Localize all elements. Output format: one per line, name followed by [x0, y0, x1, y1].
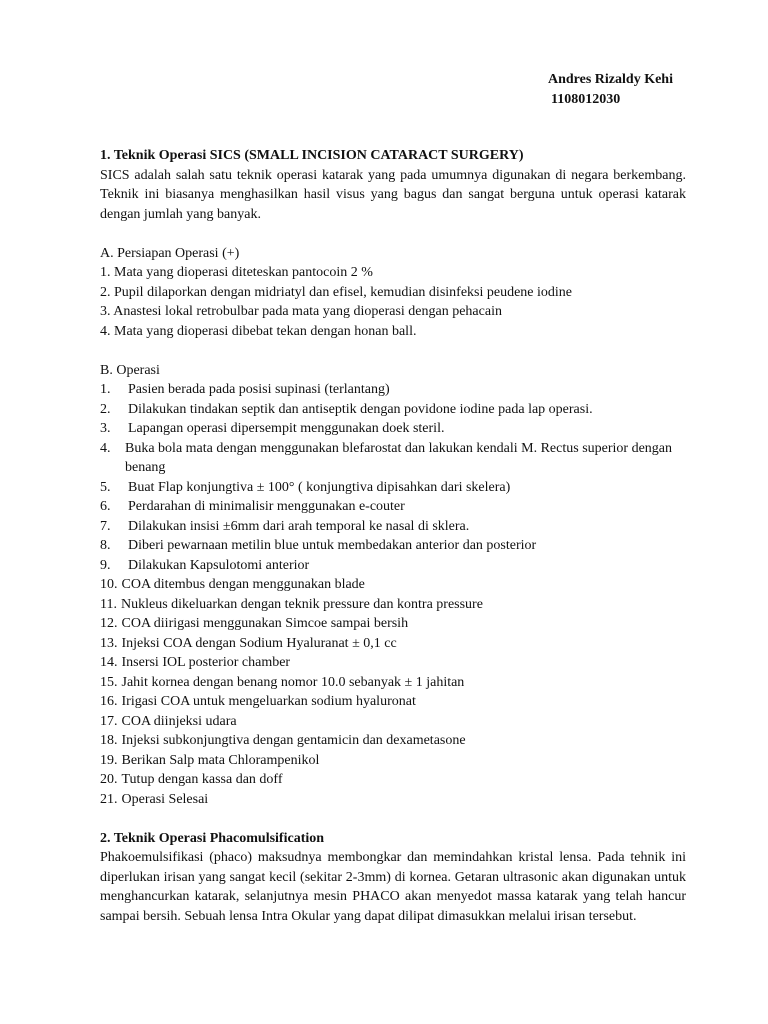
operation-steps-list	[100, 380, 686, 575]
item-number: 5.	[100, 479, 111, 495]
item-number: 9.	[100, 557, 111, 573]
item-number: 13.	[100, 635, 118, 651]
item-number: 2.	[100, 401, 111, 417]
list-item	[100, 536, 686, 556]
author-nim: 1108012030	[551, 91, 621, 107]
item-text: Lapangan operasi dipersempit menggunakan doek steril.	[128, 421, 445, 436]
item-text: COA diinjeksi udara	[121, 713, 237, 729]
list-item	[100, 634, 686, 654]
item-number: 6.	[100, 499, 111, 514]
item-number: 10.	[100, 577, 118, 592]
item-text: Operasi Selesai	[121, 791, 209, 807]
part-a-item: 2. Pupil dilaporkan dengan midriatyl dan efisel, kemudian disinfeksi peudene iodine	[100, 284, 573, 300]
item-number: 7.	[100, 518, 111, 534]
item-text: Irigasi COA untuk mengeluarkan sodium hyaluronat	[121, 694, 416, 709]
item-text: Dilakukan Kapsulotomi anterior	[128, 557, 310, 573]
item-text: Berikan Salp mata Chlorampenikol	[121, 752, 320, 768]
list-item	[100, 400, 686, 420]
list-item	[100, 614, 686, 634]
list-item	[100, 497, 686, 517]
spacer	[100, 809, 686, 829]
part-a-item: 4. Mata yang dioperasi dibebat tekan dengan honan ball.	[100, 323, 417, 339]
item-number: 17.	[100, 713, 118, 729]
item-text: Injeksi COA dengan Sodium Hyaluranat ± 0,1 cc	[121, 635, 397, 651]
list-item	[100, 692, 686, 712]
item-text: Perdarahan di minimalisir menggunakan e-couter	[128, 499, 405, 514]
item-text: Dilakukan insisi ±6mm dari arah temporal ke nasal di sklera.	[128, 518, 470, 534]
spacer	[100, 224, 686, 244]
item-number: 3.	[100, 421, 111, 436]
part-a-item: 1. Mata yang dioperasi diteteskan pantocoin 2 %	[100, 265, 373, 280]
author-name: Andres Rizaldy Kehi	[548, 72, 673, 87]
section2-paragraph: Phakoemulsifikasi (phaco) maksudnya membongkar dan memindahkan kristal lensa. Pada tehnik ini diperlukan irisan yang sangat kecil (sekitar 2-3mm) di kornea. Getaran ultrasonic akan digunakan untuk menghancurkan katarak, selanjutnya mesin PHACO akan menyedot massa katarak yang telah hancur sampai bersih. Sebuah lensa Intra Okular yang dapat dilipat dimasukkan melalui irisan tersebut.	[100, 850, 686, 924]
item-text: COA ditembus dengan menggunakan blade	[121, 577, 365, 592]
list-item	[100, 439, 686, 478]
item-number: 20.	[100, 772, 118, 787]
document-body	[100, 146, 686, 926]
list-item	[100, 731, 686, 751]
list-item	[100, 595, 686, 615]
item-number: 21.	[100, 791, 118, 807]
list-item	[100, 380, 686, 400]
list-item	[100, 751, 686, 771]
item-number: 15.	[100, 674, 118, 690]
list-item	[100, 419, 686, 439]
section1-paragraph: SICS adalah salah satu teknik operasi katarak yang pada umumnya digunakan di negara berkembang. Teknik ini biasanya menghasilkan hasil visus yang bagus dan sangat berguna untuk operasi katarak dengan jumlah yang banyak.	[100, 167, 686, 222]
list-item	[100, 712, 686, 732]
item-text: Pasien berada pada posisi supinasi (terlantang)	[128, 382, 390, 397]
list-item	[100, 770, 686, 790]
list-item	[100, 575, 686, 595]
item-number: 8.	[100, 538, 111, 553]
item-number: 19.	[100, 752, 118, 768]
part-a-title: A. Persiapan Operasi (+)	[100, 245, 240, 261]
item-text: Dilakukan tindakan septik dan antiseptik dengan povidone iodine pada lap operasi.	[128, 401, 593, 417]
item-number: 11.	[100, 596, 117, 612]
operation-steps-list-continued	[100, 575, 686, 809]
item-text: Diberi pewarnaan metilin blue untuk membedakan anterior dan posterior	[128, 538, 537, 553]
item-number: 14.	[100, 655, 118, 670]
section2-title: 2. Teknik Operasi Phacomulsification	[100, 830, 325, 846]
item-text: Nukleus dikeluarkan dengan teknik pressure dan kontra pressure	[120, 596, 483, 612]
list-item	[100, 790, 686, 810]
item-text: Tutup dengan kassa dan doff	[121, 772, 283, 787]
item-number: 12.	[100, 616, 118, 631]
list-item	[100, 517, 686, 537]
section1-title: 1. Teknik Operasi SICS (SMALL INCISION CATARACT SURGERY)	[100, 148, 524, 163]
item-number: 4.	[100, 440, 111, 456]
item-text: Buka bola mata dengan menggunakan blefarostat dan lakukan kendali M. Rectus superior dengan benang	[125, 440, 672, 475]
list-item	[100, 556, 686, 576]
item-text: Injeksi subkonjungtiva dengan gentamicin dan dexametasone	[121, 733, 466, 748]
item-text: Buat Flap konjungtiva ± 100° ( konjungtiva dipisahkan dari skelera)	[128, 479, 511, 495]
item-number: 1.	[100, 382, 111, 397]
list-item	[100, 653, 686, 673]
item-number: 16.	[100, 694, 118, 709]
part-a-item: 3. Anastesi lokal retrobulbar pada mata yang dioperasi dengan pehacain	[100, 304, 502, 319]
item-number: 18.	[100, 733, 118, 748]
item-text: Insersi IOL posterior chamber	[121, 655, 291, 670]
author-block	[548, 70, 673, 109]
part-b-title: B. Operasi	[100, 362, 160, 378]
list-item	[100, 673, 686, 693]
spacer	[100, 341, 686, 361]
item-text: COA diirigasi menggunakan Simcoe sampai bersih	[121, 616, 409, 631]
item-text: Jahit kornea dengan benang nomor 10.0 sebanyak ± 1 jahitan	[121, 674, 465, 690]
list-item	[100, 478, 686, 498]
